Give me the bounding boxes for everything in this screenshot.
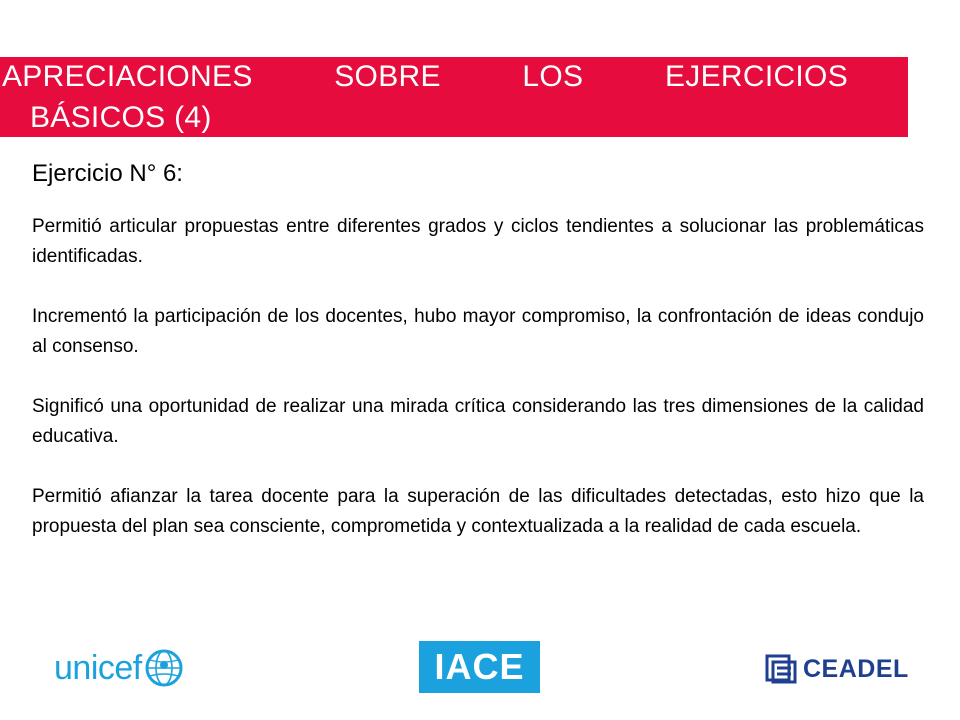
ceadel-mark-icon — [765, 654, 799, 684]
unicef-wordmark: unicef — [54, 648, 142, 687]
ceadel-wordmark: CEADEL — [803, 654, 909, 683]
paragraph: Incrementó la participación de los docentes, hubo mayor compromiso, la confrontación de ideas condujo al consenso. — [32, 306, 924, 357]
iace-logo: IACE — [419, 641, 540, 693]
exercise-heading: Ejercicio N° 6: — [32, 160, 183, 187]
paragraph: Permitió afianzar la tarea docente para la superación de las dificultades detectadas, esto hizo que la propuesta del plan sea consciente, comprometida y contextualizada a la realidad de cada escuela. — [32, 486, 924, 537]
unicef-globe-icon — [144, 648, 184, 688]
title-word: LOS — [522, 60, 584, 93]
title-line-2: BÁSICOS (4) — [30, 101, 212, 134]
title-line-1 — [2, 60, 848, 94]
slide-content — [32, 160, 924, 572]
paragraph: Significó una oportunidad de realizar una mirada crítica considerando las tres dimensiones de la calidad educativa. — [32, 396, 924, 447]
title-word: EJERCICIOS — [664, 60, 848, 93]
unicef-logo — [54, 647, 184, 689]
paragraph: Permitió articular propuestas entre diferentes grados y ciclos tendientes a solucionar las problemáticas identificadas. — [32, 216, 924, 267]
ceadel-logo — [765, 649, 909, 689]
title-word: SOBRE — [334, 60, 441, 93]
title-bar — [0, 57, 908, 137]
title-word: APRECIACIONES — [2, 60, 253, 93]
